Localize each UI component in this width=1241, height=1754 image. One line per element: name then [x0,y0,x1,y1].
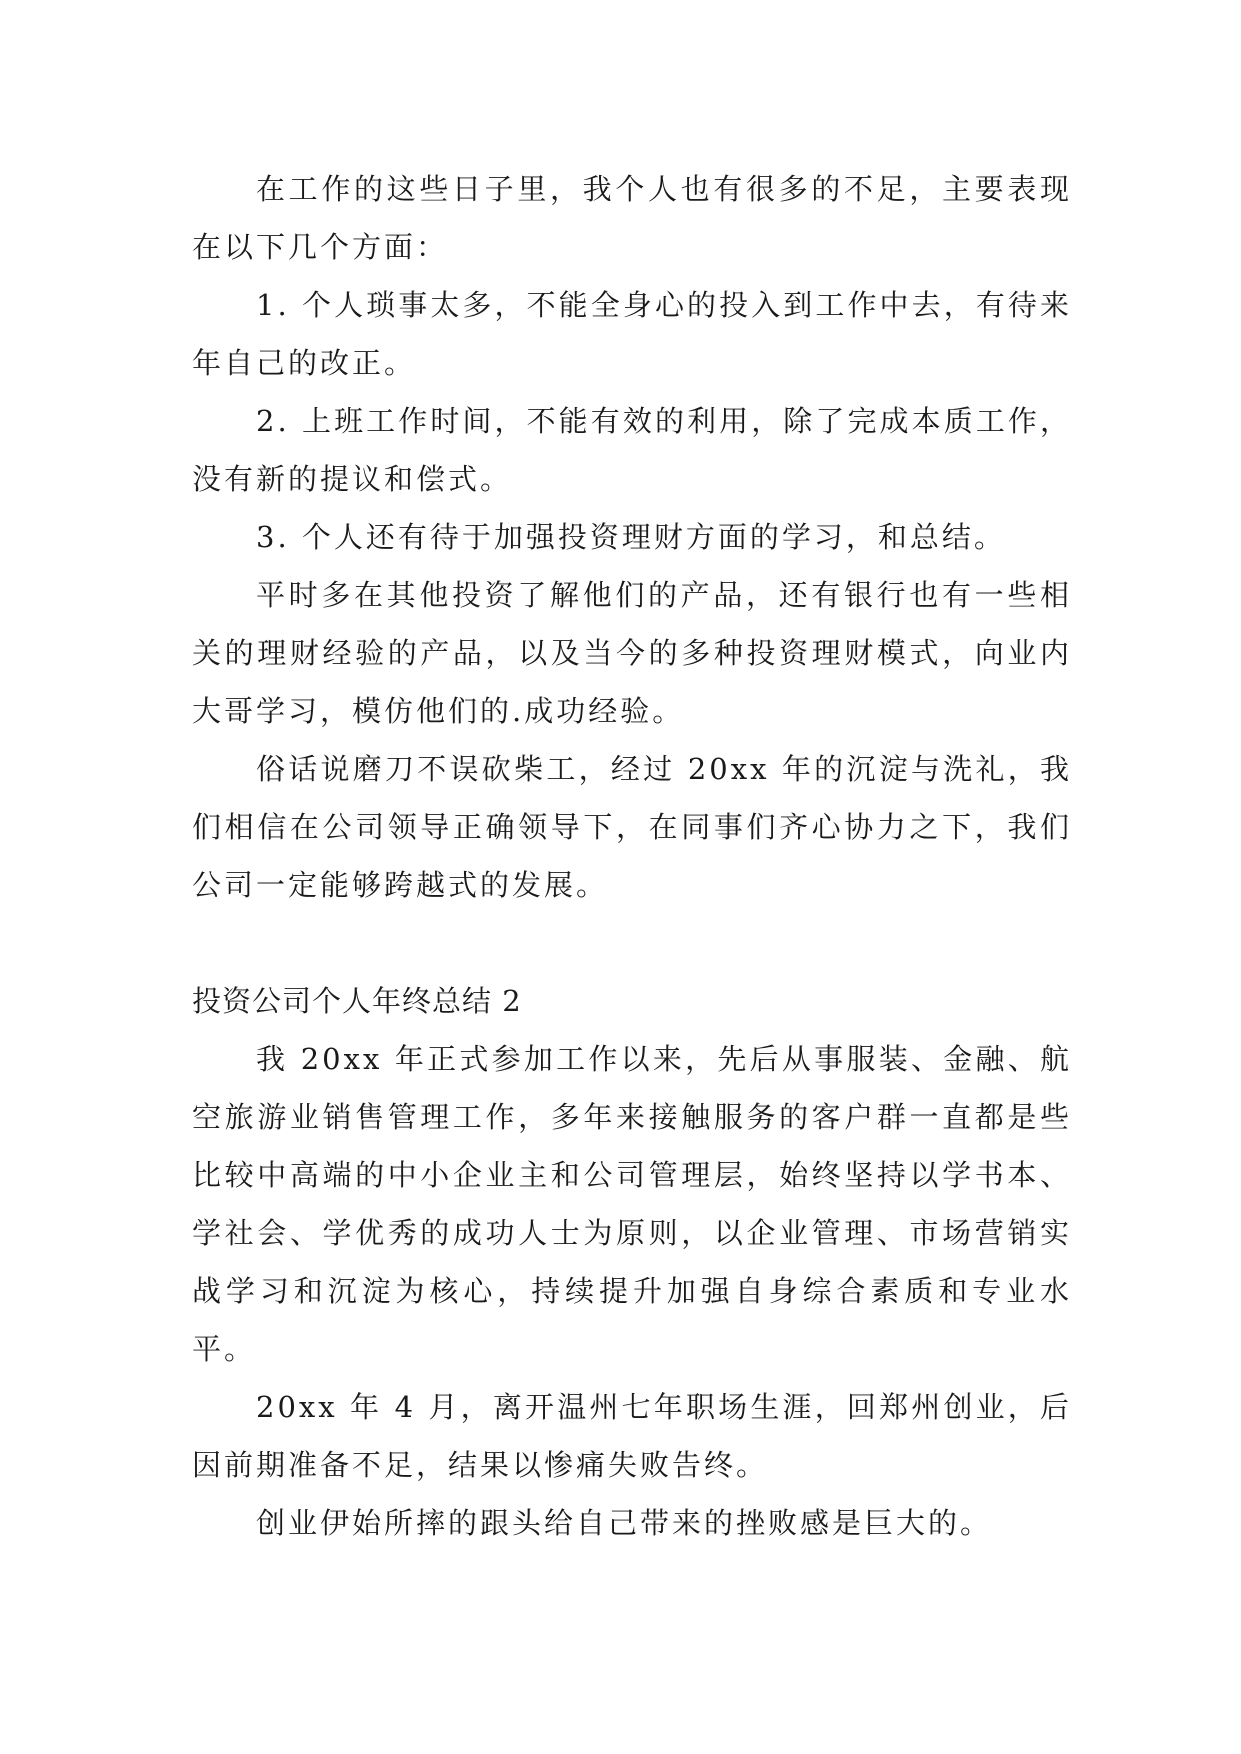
paragraph-shortcomings-intro: 在工作的这些日子里，我个人也有很多的不足，主要表现在以下几个方面： [192,172,1072,264]
paragraph-startup-attempt: 20xx 年 4 月，离开温州七年职场生涯，回郑州创业，后因前期准备不足，结果以惨痛失败告终。 [192,1390,1072,1482]
document-page [192,160,1072,1552]
section-spacer [192,914,1072,972]
paragraph-career-background: 我 20xx 年正式参加工作以来，先后从事服装、金融、航空旅游业销售管理工作，多年来接触服务的客户群一直都是些比较中高端的中小企业主和公司管理层，始终坚持以学书本、学社会、学优秀的成功人士为原则，以企业管理、市场营销实战学习和沉淀为核心，持续提升加强自身综合素质和专业水平。 [192,1042,1072,1366]
paragraph-conclusion: 俗话说磨刀不误砍柴工，经过 20xx 年的沉淀与洗礼，我们相信在公司领导正确领导下，在同事们齐心协力之下，我们公司一定能够跨越式的发展。 [192,752,1072,902]
section-title: 投资公司个人年终总结 2 [192,984,522,1018]
list-item-1: 1. 个人琐事太多，不能全身心的投入到工作中去，有待来年自己的改正。 [192,288,1072,380]
list-item-2: 2. 上班工作时间，不能有效的利用，除了完成本质工作，没有新的提议和偿式。 [192,404,1072,496]
list-item-3: 3. 个人还有待于加强投资理财方面的学习，和总结。 [256,520,1006,554]
paragraph-learning-plan: 平时多在其他投资了解他们的产品，还有银行也有一些相关的理财经验的产品，以及当今的多种投资理财模式，向业内大哥学习，模仿他们的.成功经验。 [192,578,1072,728]
paragraph-setback: 创业伊始所摔的跟头给自己带来的挫败感是巨大的。 [256,1506,993,1540]
